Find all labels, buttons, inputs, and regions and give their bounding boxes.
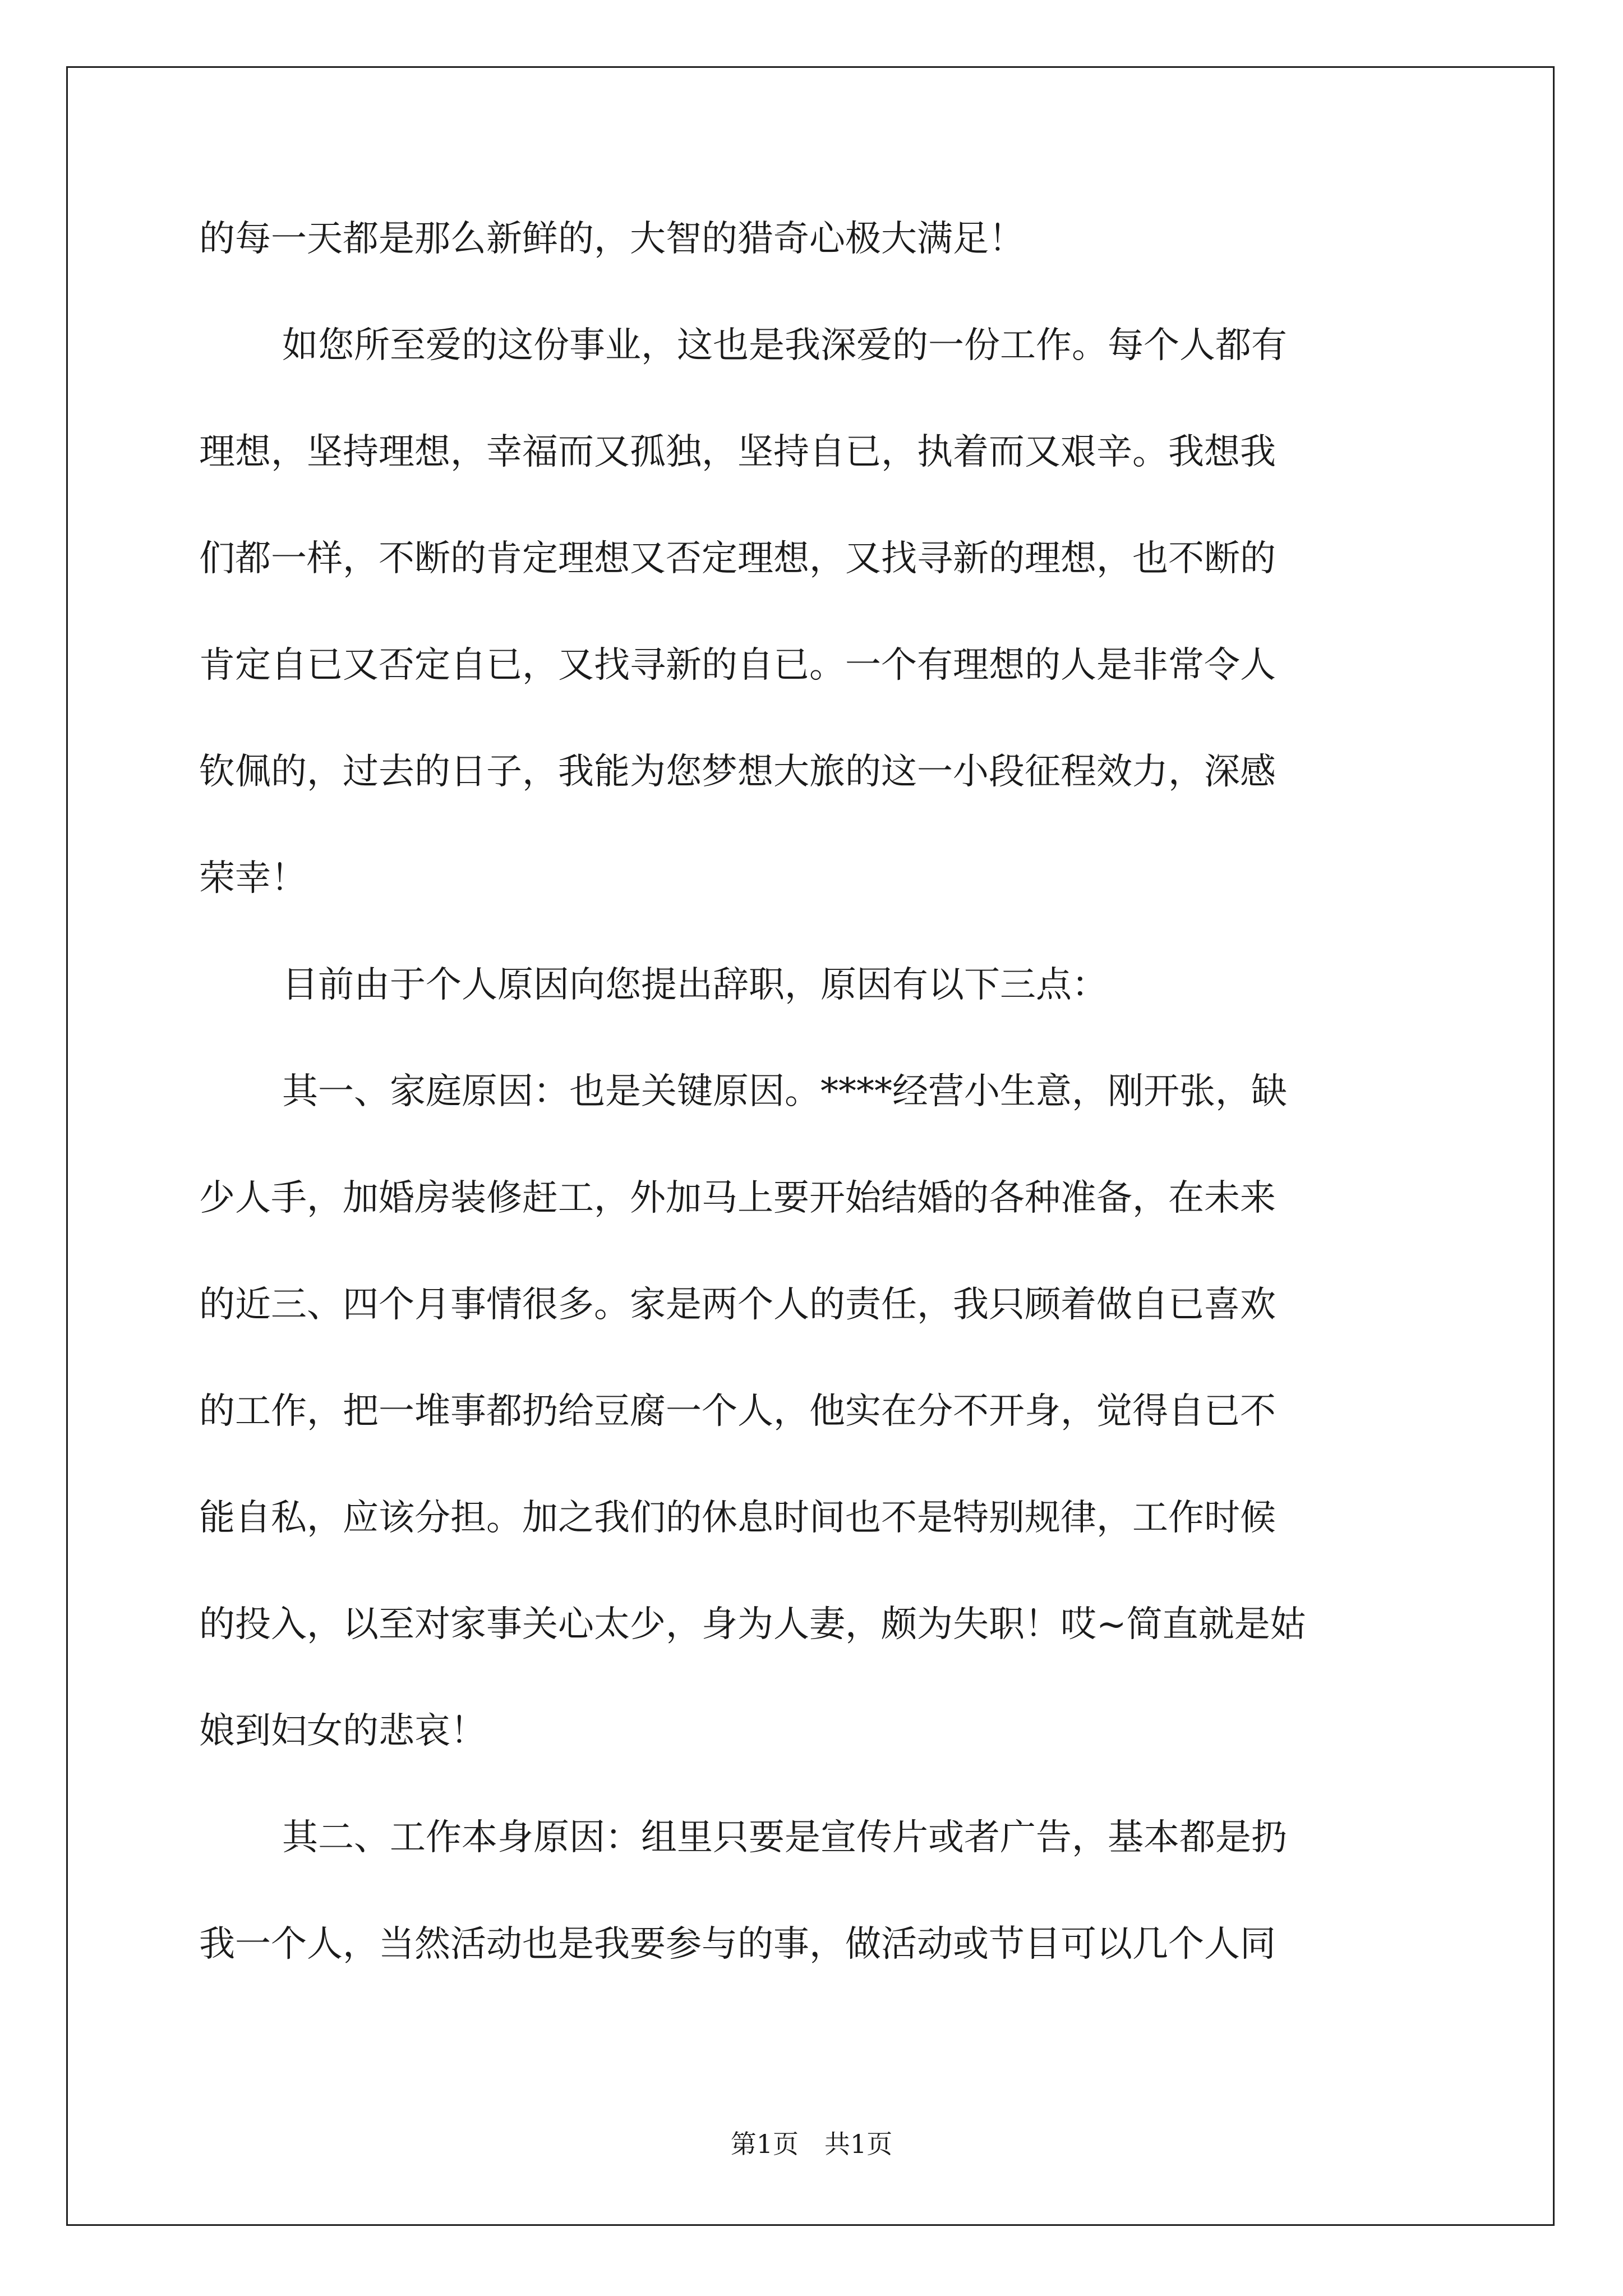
text-line: 少人手，加婚房装修赶工，外加马上要开始结婚的各种准备，在未来 (199, 1177, 1276, 1219)
page-number-footer: 第1页 共1页 (730, 2129, 893, 2159)
text-line: 的投入，以至对家事关心太少，身为人妻，颇为失职！哎~简直就是姑 (199, 1604, 1306, 1645)
text-line: 肯定自已又否定自已，又找寻新的自已。一个有理想的人是非常令人 (199, 645, 1276, 686)
text-line: 的每一天都是那么新鲜的，大智的猎奇心极大满足！ (199, 218, 1025, 260)
text-line: 荣幸！ (199, 858, 307, 899)
text-line: 的近三、四个月事情很多。家是两个人的责任，我只顾着做自已喜欢 (199, 1284, 1276, 1326)
text-line: 其二、工作本身原因：组里只要是宣传片或者广告，基本都是扔 (282, 1817, 1287, 1858)
text-line: 娘到妇女的悲哀！ (199, 1710, 486, 1752)
document-body (199, 208, 1427, 2019)
text-line: 如您所至爱的这份事业，这也是我深爱的一份工作。每个人都有 (282, 325, 1287, 366)
text-line: 的工作，把一堆事都扔给豆腐一个人，他实在分不开身，觉得自已不 (199, 1391, 1276, 1432)
text-line: 我一个人，当然活动也是我要参与的事，做活动或节目可以几个人同 (199, 1924, 1276, 1965)
text-line: 们都一样，不断的肯定理想又否定理想，又找寻新的理想，也不断的 (199, 538, 1276, 579)
text-line: 目前由于个人原因向您提出辞职，原因有以下三点： (282, 964, 1108, 1006)
text-line: 钦佩的，过去的日子，我能为您梦想大旅的这一小段征程效力，深感 (199, 751, 1276, 793)
text-line: 能自私，应该分担。加之我们的休息时间也不是特别规律，工作时候 (199, 1497, 1276, 1539)
text-line: 其一、家庭原因：也是关键原因。****经营小生意，刚开张，缺 (282, 1071, 1287, 1112)
text-line: 理想，坚持理想，幸福而又孤独，坚持自已，执着而又艰辛。我想我 (199, 431, 1276, 473)
